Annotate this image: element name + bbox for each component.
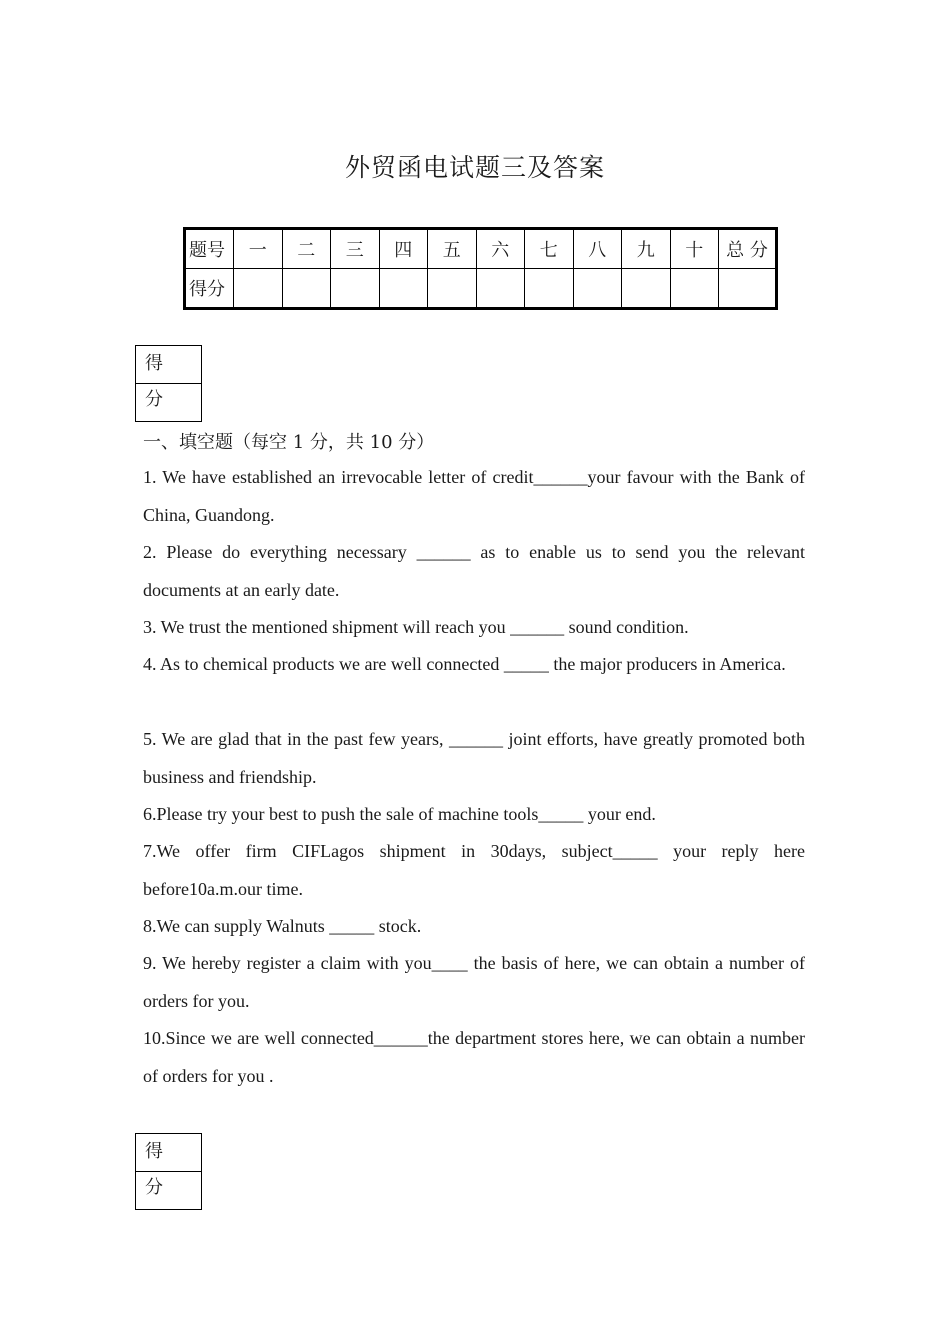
- score-cell: [234, 269, 283, 309]
- score-cell: [622, 269, 671, 309]
- question-item: 9. We hereby register a claim with you____ the basis of here, we can obtain a number of orders for you.: [143, 953, 805, 1011]
- column-header: 十: [670, 229, 719, 269]
- column-header: 八: [573, 229, 622, 269]
- score-box-label: 得 分: [136, 346, 201, 384]
- question-item: 8.We can supply Walnuts _____ stock.: [143, 916, 422, 936]
- column-header: 二: [282, 229, 331, 269]
- question-item: 5. We are glad that in the past few years, ______ joint efforts, have greatly promoted both business and friendship.: [143, 729, 805, 787]
- score-cell: [525, 269, 574, 309]
- column-header: 四: [379, 229, 428, 269]
- section-title: 一、填空题（每空 1 分，共 10 分）: [143, 432, 435, 453]
- column-header: 五: [428, 229, 477, 269]
- score-cell: [282, 269, 331, 309]
- score-cell: [573, 269, 622, 309]
- score-box: [135, 345, 202, 422]
- question-item: 4. As to chemical products we are well connected _____ the major producers in America.: [143, 654, 786, 674]
- score-cell: [719, 269, 777, 309]
- column-header: 七: [525, 229, 574, 269]
- score-box: [135, 1133, 202, 1210]
- question-item: 1. We have established an irrevocable letter of credit______your favour with the Bank of China, Guandong.: [143, 467, 805, 525]
- score-cell: [331, 269, 380, 309]
- score-table-score-row: [185, 269, 777, 309]
- score-table: [183, 227, 778, 310]
- question-item: 3. We trust the mentioned shipment will reach you ______ sound condition.: [143, 617, 689, 637]
- score-label: 得分: [185, 269, 234, 309]
- score-box-label: 得 分: [136, 1134, 201, 1172]
- score-cell: [428, 269, 477, 309]
- column-header: 一: [234, 229, 283, 269]
- question-item: 7.We offer firm CIFLagos shipment in 30days, subject_____ your reply here before10a.m.our time.: [143, 841, 805, 899]
- column-header: 九: [622, 229, 671, 269]
- page-title: 外贸函电试题三及答案: [344, 153, 605, 182]
- question-item: 10.Since we are well connected______the department stores here, we can obtain a number of orders for you .: [143, 1028, 805, 1086]
- column-header-total: 总 分: [719, 229, 777, 269]
- question-item: 6.Please try your best to push the sale of machine tools_____ your end.: [143, 804, 656, 824]
- header-label: 题号: [185, 229, 234, 269]
- score-cell: [379, 269, 428, 309]
- score-cell: [476, 269, 525, 309]
- column-header: 三: [331, 229, 380, 269]
- column-header: 六: [476, 229, 525, 269]
- score-cell: [670, 269, 719, 309]
- question-item: 2. Please do everything necessary ______ as to enable us to send you the relevant documents at an early date.: [143, 542, 805, 600]
- score-table-header-row: [185, 229, 777, 269]
